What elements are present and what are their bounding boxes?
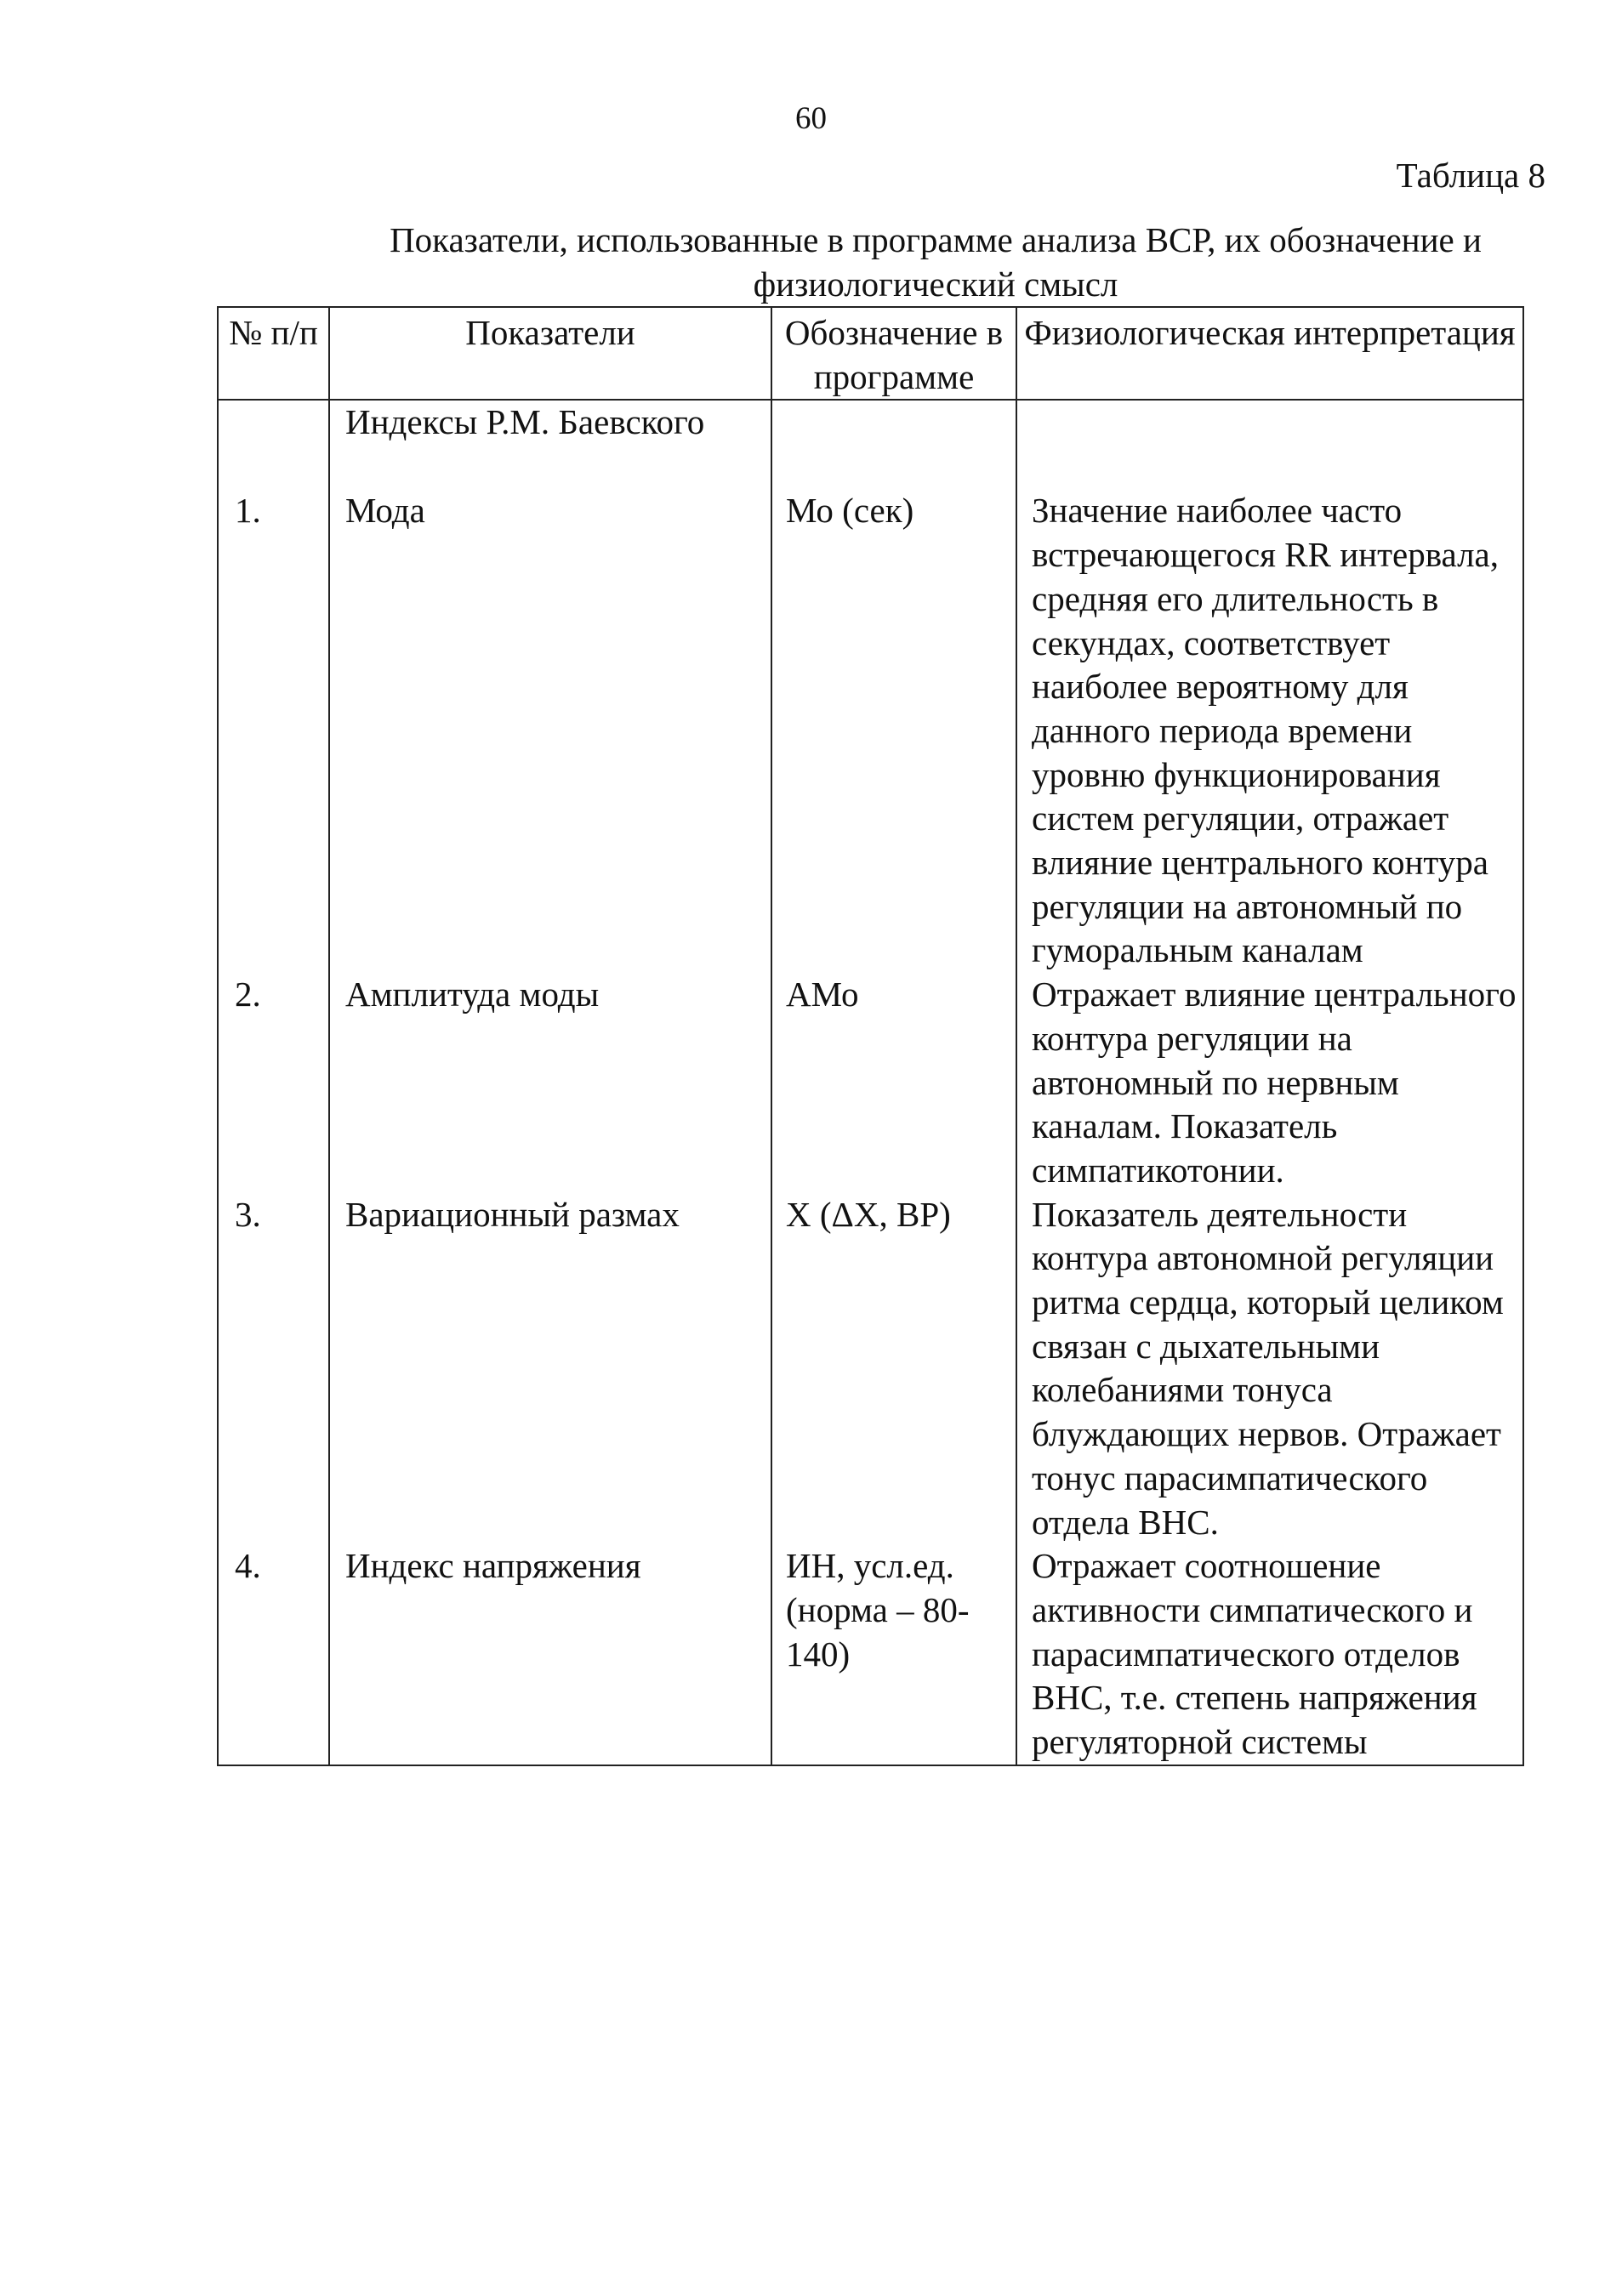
row-interpretation: Отражает соотношение активности симпатического и парасимпатического отделов ВНС, т.е. степень напряжения регуляторной системы: [1016, 1544, 1523, 1765]
row-designation: АМо: [771, 973, 1016, 1193]
row-number: 2.: [218, 973, 329, 1193]
header-interpretation: Физиологическая интерпретация: [1016, 307, 1523, 400]
row-indicator: Вариационный размах: [329, 1193, 771, 1545]
table-caption: Показатели, использованные в программе анализа ВСР, их обозначение и физиологический смысл: [390, 220, 1482, 304]
group-row: [218, 400, 1523, 489]
table-header-row: [218, 307, 1523, 400]
row-designation: ИН, усл.ед. (норма – 80-140): [771, 1544, 1016, 1765]
table-row: [218, 489, 1523, 973]
indicators-table: [217, 306, 1524, 1766]
page-number: 60: [795, 101, 827, 136]
header-indicators: Показатели: [329, 307, 771, 400]
row-number: 3.: [218, 1193, 329, 1545]
table-row: [218, 1544, 1523, 1765]
row-indicator: Мода: [329, 489, 771, 973]
row-number: 1.: [218, 489, 329, 973]
row-designation: Мо (сек): [771, 489, 1016, 973]
row-interpretation: Значение наиболее часто встречающегося RR интервала, средняя его длительность в секундах, соответствует наиболее вероятному для данного периода времени уровню функционирования систем регуляции, отражает влияние центрального контура регуляции на автономный по гуморальным каналам: [1016, 489, 1523, 973]
row-number: 4.: [218, 1544, 329, 1765]
row-indicator: Амплитуда моды: [329, 973, 771, 1193]
group-title: Индексы Р.М. Баевского: [329, 400, 771, 489]
header-designation: Обозначение в программе: [771, 307, 1016, 400]
row-interpretation: Отражает влияние центрального контура регуляции на автономный по нервным каналам. Показатель симпатикотонии.: [1016, 973, 1523, 1193]
header-number: № п/п: [218, 307, 329, 400]
row-indicator: Индекс напряжения: [329, 1544, 771, 1765]
table-label: Таблица 8: [1396, 156, 1545, 195]
row-interpretation: Показатель деятельности контура автономной регуляции ритма сердца, который целиком связан с дыхательными колебаниями тонуса блуждающих нервов. Отражает тонус парасимпатического отдела ВНС.: [1016, 1193, 1523, 1545]
table-row: [218, 973, 1523, 1193]
row-designation: Х (ΔХ, ВР): [771, 1193, 1016, 1545]
table-row: [218, 1193, 1523, 1545]
